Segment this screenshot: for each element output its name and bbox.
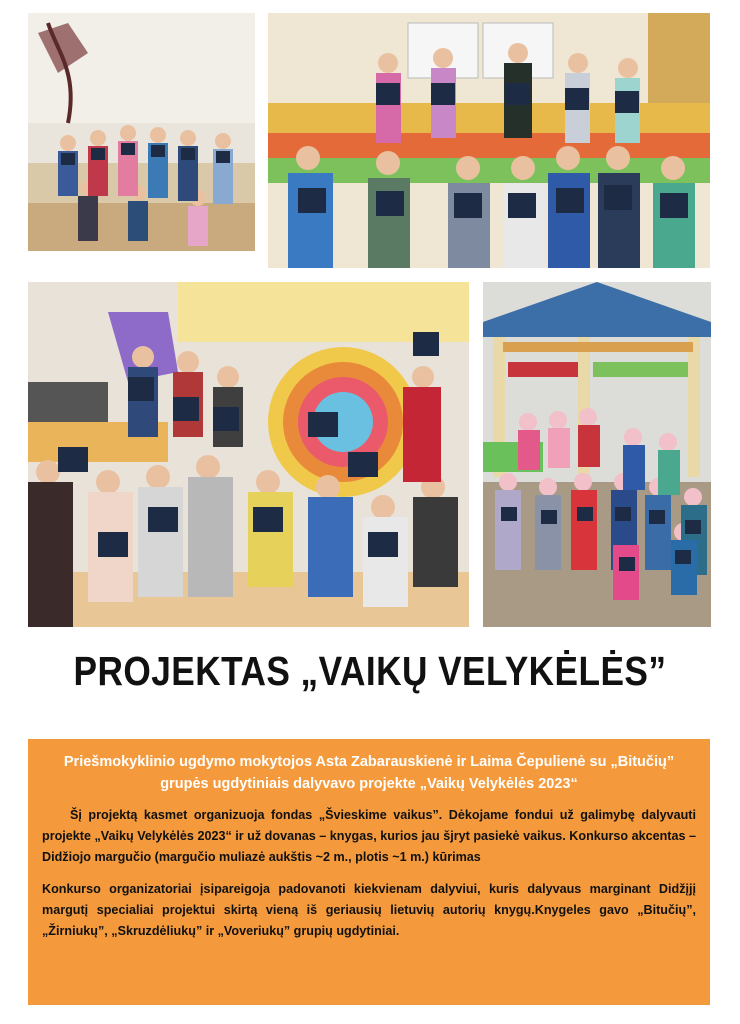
lead-paragraph: Priešmokyklinio ugdymo mokytojos Asta Zabarauskienė ir Laima Čepulienė su „Bitučių” grupės ugdytiniais dalyvavo projekte „Vaikų Velykėlės 2023“ (63, 754, 675, 792)
photo-children-with-books-4 (483, 282, 711, 627)
photo-children-with-books-2 (268, 13, 710, 268)
photo-children-with-books-1 (28, 13, 255, 251)
page-title: PROJEKTAS „VAIKŲ VELYKĖLĖS” (73, 648, 667, 694)
body-paragraph-1: Šį projektą kasmet organizuoja fondas „Švieskime vaikus”. Dėkojame fondui už galimybę dalyvauti projekte „Vaikų Velykėlės 2023“ ir už dovanas – knygas, kurios jau šjryt pasiekė vaikus. Konkurso akcentas – Didžiojo margučio (margučio muliazė aukštis ~2 m., plotis ~1 m.) kūrimas (42, 808, 696, 864)
project-description-box (28, 739, 710, 1005)
photo-children-with-books-3 (28, 282, 469, 627)
body-paragraph-2: Konkurso organizatoriai įsipareigoja padovanoti kiekvienam dalyviui, kuris dalyvaus marginant Didžįjį margutį specialiai projektui skirtą vieną iš geriausių lietuvių autorių knygų.Knygeles gavo „Bitučių”, „Žirniukų”, „Skruzdėliukų” ir „Voveriukų” grupių ugdytiniai. (42, 882, 696, 938)
